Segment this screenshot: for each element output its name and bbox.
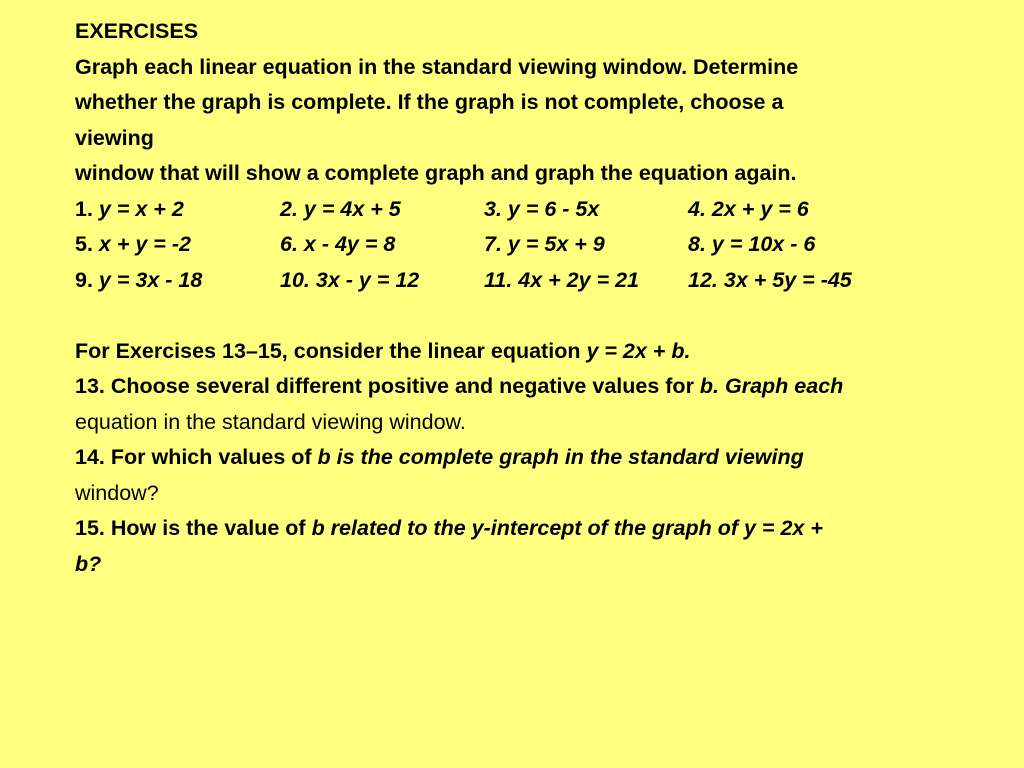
instruction-line: viewing bbox=[75, 125, 154, 150]
exercise-equation: y = 3x - 18 bbox=[98, 267, 203, 292]
exercise-12: 12. 3x + 5y = -45 bbox=[688, 267, 852, 292]
exercise-8: 8. y = 10x - 6 bbox=[688, 232, 816, 256]
q15-italic: b related to the y-intercept of the graph of y = 2x + bbox=[311, 516, 823, 540]
exercise-6: 6. x - 4y = 8 bbox=[280, 232, 396, 256]
blank-line bbox=[75, 298, 1005, 334]
exercise-14 bbox=[75, 440, 1005, 476]
exercise-11: 11. 4x + 2y = 21 bbox=[484, 267, 640, 292]
exercise-4: 4. 2x + y = 6 bbox=[688, 196, 809, 221]
exercise-13-continued: equation in the standard viewing window. bbox=[75, 409, 466, 434]
intro-equation: y = 2x + b. bbox=[586, 338, 691, 363]
exercise-9 bbox=[75, 263, 280, 299]
q14-text: 14. For which values of bbox=[75, 445, 318, 469]
q13-italic: b. Graph each bbox=[699, 374, 844, 398]
exercise-7: 7. y = 5x + 9 bbox=[484, 232, 605, 256]
exercise-row bbox=[75, 263, 1005, 299]
instruction-line: whether the graph is complete. If the graph is not complete, choose a bbox=[75, 90, 784, 114]
exercises-heading: EXERCISES bbox=[75, 19, 199, 43]
exercise-10: 10. 3x - y = 12 bbox=[280, 267, 420, 292]
q14-italic: b is the complete graph in the standard viewing bbox=[317, 445, 804, 469]
exercise-5 bbox=[75, 227, 280, 263]
exercise-3: 3. y = 6 - 5x bbox=[484, 196, 600, 221]
exercise-14-continued: window? bbox=[75, 480, 159, 505]
instruction-line: window that will show a complete graph and graph the equation again. bbox=[75, 161, 797, 185]
exercise-1 bbox=[75, 192, 280, 228]
exercise-15-continued: b? bbox=[75, 551, 102, 576]
instruction-line: Graph each linear equation in the standard viewing window. Determine bbox=[75, 54, 799, 79]
exercise-number: 1. bbox=[75, 196, 93, 221]
exercise-number: 9. bbox=[75, 267, 93, 292]
exercise-2: 2. y = 4x + 5 bbox=[280, 196, 401, 221]
exercise-row bbox=[75, 192, 1005, 228]
exercise-number: 5. bbox=[75, 232, 93, 256]
q15-text: 15. How is the value of bbox=[75, 516, 312, 540]
exercise-15 bbox=[75, 511, 1005, 547]
exercise-equation: x + y = -2 bbox=[98, 232, 191, 256]
q13-text: 13. Choose several different positive and negative values for bbox=[75, 374, 700, 398]
intro-text: For Exercises 13–15, consider the linear equation bbox=[75, 338, 587, 363]
exercises-13-15-intro bbox=[75, 334, 1005, 370]
slide-content bbox=[75, 14, 1005, 582]
exercise-row bbox=[75, 227, 1005, 263]
exercise-13 bbox=[75, 369, 1005, 405]
exercise-equation: y = x + 2 bbox=[98, 196, 184, 221]
